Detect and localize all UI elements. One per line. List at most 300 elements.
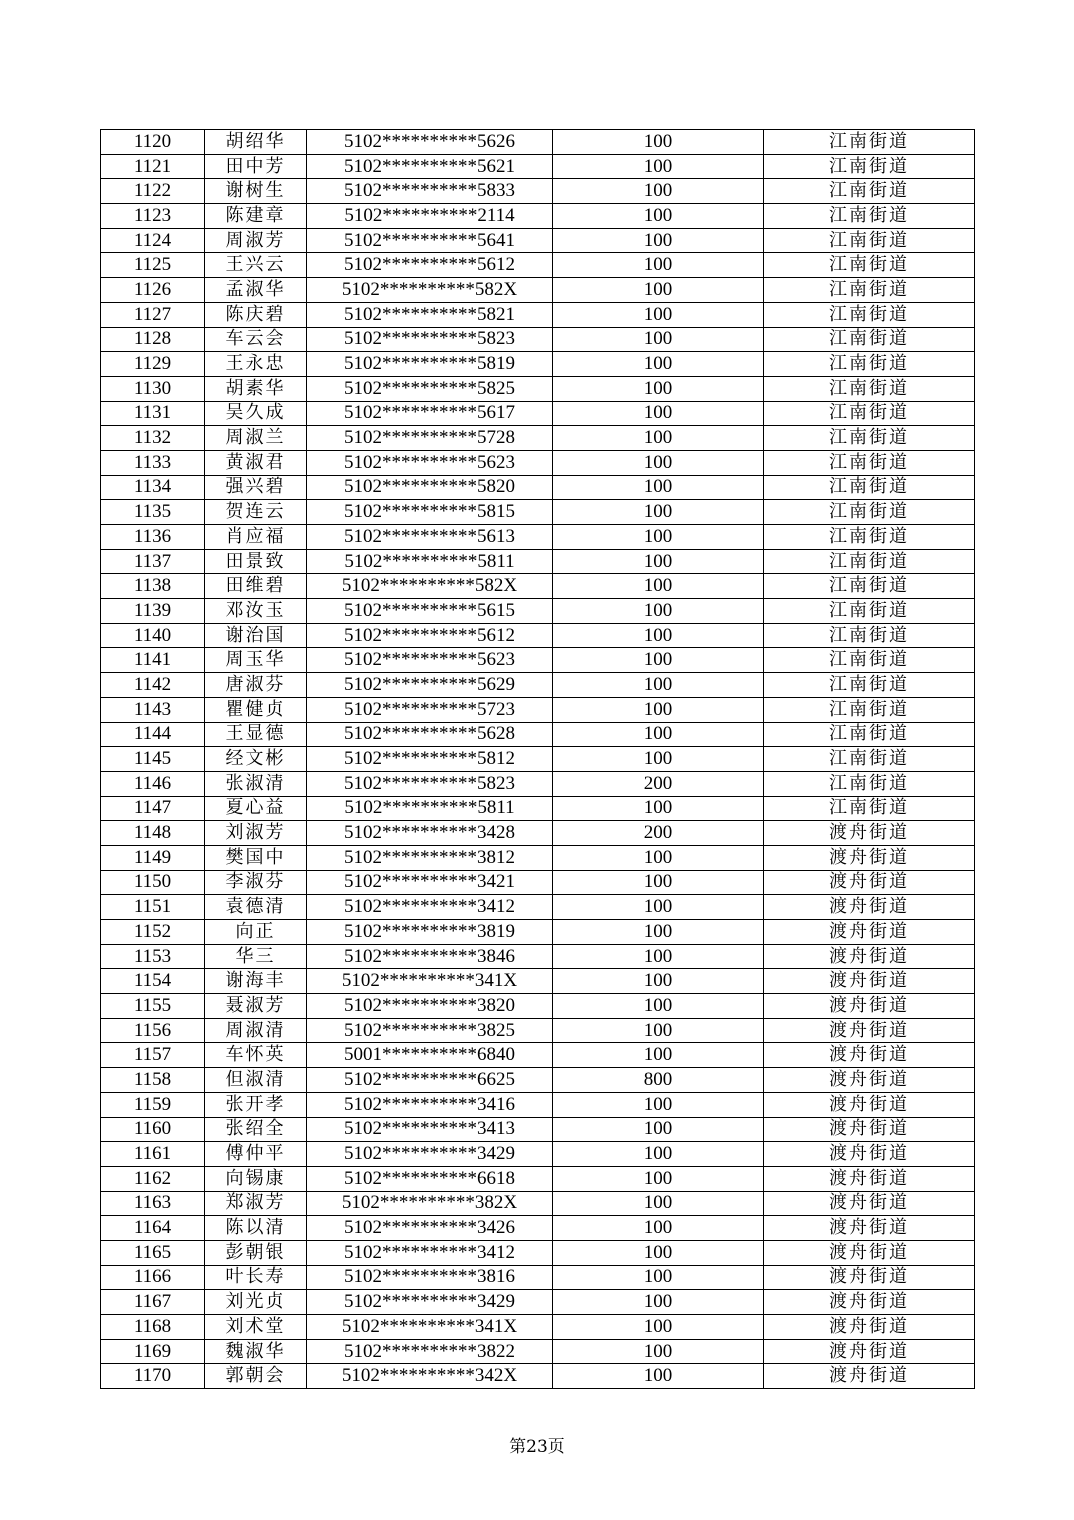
row-number-cell: 1164 <box>101 1216 205 1241</box>
row-number-cell: 1157 <box>101 1043 205 1068</box>
id-number-cell: 5102**********5612 <box>307 623 553 648</box>
amount-cell: 100 <box>553 599 764 624</box>
amount-cell: 100 <box>553 549 764 574</box>
row-number-cell: 1155 <box>101 994 205 1019</box>
table-row <box>101 426 975 451</box>
amount-cell: 800 <box>553 1068 764 1093</box>
amount-cell: 100 <box>553 1290 764 1315</box>
street-name-cell: 江南街道 <box>764 722 975 747</box>
person-name-cell: 向锡康 <box>205 1166 307 1191</box>
street-name-cell: 渡舟街道 <box>764 870 975 895</box>
table-row <box>101 648 975 673</box>
street-name-cell: 渡舟街道 <box>764 895 975 920</box>
table-row <box>101 475 975 500</box>
table-row <box>101 1339 975 1364</box>
row-number-cell: 1158 <box>101 1068 205 1093</box>
row-number-cell: 1165 <box>101 1240 205 1265</box>
amount-cell: 100 <box>553 994 764 1019</box>
table-row <box>101 1092 975 1117</box>
street-name-cell: 江南街道 <box>764 426 975 451</box>
person-name-cell: 王兴云 <box>205 253 307 278</box>
id-number-cell: 5102**********5823 <box>307 327 553 352</box>
id-number-cell: 5102**********5815 <box>307 500 553 525</box>
person-name-cell: 胡素华 <box>205 376 307 401</box>
id-number-cell: 5102**********5615 <box>307 599 553 624</box>
person-name-cell: 经文彬 <box>205 747 307 772</box>
table-row <box>101 920 975 945</box>
id-number-cell: 5102**********5811 <box>307 796 553 821</box>
person-name-cell: 黄淑君 <box>205 450 307 475</box>
id-number-cell: 5102**********5617 <box>307 401 553 426</box>
street-name-cell: 江南街道 <box>764 352 975 377</box>
id-number-cell: 5102**********3819 <box>307 920 553 945</box>
person-name-cell: 车怀英 <box>205 1043 307 1068</box>
person-name-cell: 谢树生 <box>205 179 307 204</box>
street-name-cell: 渡舟街道 <box>764 969 975 994</box>
person-name-cell: 王永忠 <box>205 352 307 377</box>
id-number-cell: 5102**********5723 <box>307 697 553 722</box>
amount-cell: 100 <box>553 648 764 673</box>
amount-cell: 100 <box>553 722 764 747</box>
table-row <box>101 1240 975 1265</box>
row-number-cell: 1156 <box>101 1018 205 1043</box>
table-row <box>101 450 975 475</box>
street-name-cell: 江南街道 <box>764 500 975 525</box>
id-number-cell: 5102**********5628 <box>307 722 553 747</box>
row-number-cell: 1167 <box>101 1290 205 1315</box>
street-name-cell: 渡舟街道 <box>764 1240 975 1265</box>
amount-cell: 100 <box>553 1240 764 1265</box>
table-row <box>101 302 975 327</box>
amount-cell: 100 <box>553 376 764 401</box>
id-number-cell: 5102**********3822 <box>307 1339 553 1364</box>
id-number-cell: 5102**********5833 <box>307 179 553 204</box>
table-row <box>101 722 975 747</box>
row-number-cell: 1138 <box>101 574 205 599</box>
street-name-cell: 江南街道 <box>764 574 975 599</box>
id-number-cell: 5102**********5613 <box>307 525 553 550</box>
person-name-cell: 车云会 <box>205 327 307 352</box>
amount-cell: 100 <box>553 130 764 155</box>
street-name-cell: 江南街道 <box>764 475 975 500</box>
amount-cell: 100 <box>553 845 764 870</box>
row-number-cell: 1140 <box>101 623 205 648</box>
street-name-cell: 江南街道 <box>764 154 975 179</box>
street-name-cell: 江南街道 <box>764 796 975 821</box>
table-row <box>101 994 975 1019</box>
id-number-cell: 5102**********342X <box>307 1364 553 1389</box>
id-number-cell: 5102**********5823 <box>307 771 553 796</box>
id-number-cell: 5102**********582X <box>307 574 553 599</box>
table-row <box>101 845 975 870</box>
page-number: 第23页 <box>509 1437 565 1457</box>
table-row <box>101 771 975 796</box>
id-number-cell: 5102**********5612 <box>307 253 553 278</box>
table-row <box>101 574 975 599</box>
street-name-cell: 江南街道 <box>764 747 975 772</box>
amount-cell: 100 <box>553 352 764 377</box>
person-name-cell: 王显德 <box>205 722 307 747</box>
table-row <box>101 154 975 179</box>
street-name-cell: 江南街道 <box>764 376 975 401</box>
street-name-cell: 江南街道 <box>764 648 975 673</box>
amount-cell: 100 <box>553 623 764 648</box>
amount-cell: 100 <box>553 426 764 451</box>
row-number-cell: 1125 <box>101 253 205 278</box>
amount-cell: 100 <box>553 969 764 994</box>
row-number-cell: 1128 <box>101 327 205 352</box>
street-name-cell: 渡舟街道 <box>764 1191 975 1216</box>
table-row <box>101 130 975 155</box>
table-row <box>101 1216 975 1241</box>
row-number-cell: 1149 <box>101 845 205 870</box>
row-number-cell: 1148 <box>101 821 205 846</box>
amount-cell: 100 <box>553 278 764 303</box>
amount-cell: 100 <box>553 525 764 550</box>
street-name-cell: 江南街道 <box>764 623 975 648</box>
id-number-cell: 5102**********3416 <box>307 1092 553 1117</box>
table-row <box>101 1265 975 1290</box>
person-name-cell: 但淑清 <box>205 1068 307 1093</box>
street-name-cell: 江南街道 <box>764 179 975 204</box>
id-number-cell: 5001**********6840 <box>307 1043 553 1068</box>
amount-cell: 100 <box>553 204 764 229</box>
amount-cell: 100 <box>553 1117 764 1142</box>
amount-cell: 100 <box>553 1191 764 1216</box>
row-number-cell: 1151 <box>101 895 205 920</box>
id-number-cell: 5102**********3413 <box>307 1117 553 1142</box>
id-number-cell: 5102**********5728 <box>307 426 553 451</box>
table-row <box>101 352 975 377</box>
street-name-cell: 江南街道 <box>764 599 975 624</box>
street-name-cell: 渡舟街道 <box>764 1265 975 1290</box>
row-number-cell: 1153 <box>101 944 205 969</box>
person-name-cell: 邓汝玉 <box>205 599 307 624</box>
amount-cell: 100 <box>553 1018 764 1043</box>
person-name-cell: 周玉华 <box>205 648 307 673</box>
id-number-cell: 5102**********5623 <box>307 450 553 475</box>
street-name-cell: 江南街道 <box>764 327 975 352</box>
id-number-cell: 5102**********5812 <box>307 747 553 772</box>
street-name-cell: 渡舟街道 <box>764 845 975 870</box>
person-name-cell: 周淑兰 <box>205 426 307 451</box>
amount-cell: 100 <box>553 500 764 525</box>
person-name-cell: 叶长寿 <box>205 1265 307 1290</box>
person-name-cell: 刘术堂 <box>205 1315 307 1340</box>
person-name-cell: 聂淑芳 <box>205 994 307 1019</box>
table-row <box>101 1018 975 1043</box>
row-number-cell: 1166 <box>101 1265 205 1290</box>
row-number-cell: 1154 <box>101 969 205 994</box>
row-number-cell: 1160 <box>101 1117 205 1142</box>
table-row <box>101 821 975 846</box>
row-number-cell: 1146 <box>101 771 205 796</box>
amount-cell: 100 <box>553 673 764 698</box>
row-number-cell: 1169 <box>101 1339 205 1364</box>
row-number-cell: 1145 <box>101 747 205 772</box>
person-name-cell: 刘光贞 <box>205 1290 307 1315</box>
records-table <box>100 129 975 1389</box>
person-name-cell: 瞿健贞 <box>205 697 307 722</box>
table-row <box>101 327 975 352</box>
amount-cell: 200 <box>553 821 764 846</box>
table-row <box>101 1043 975 1068</box>
row-number-cell: 1144 <box>101 722 205 747</box>
amount-cell: 100 <box>553 253 764 278</box>
id-number-cell: 5102**********3426 <box>307 1216 553 1241</box>
table-row <box>101 1068 975 1093</box>
street-name-cell: 渡舟街道 <box>764 920 975 945</box>
id-number-cell: 5102**********341X <box>307 1315 553 1340</box>
row-number-cell: 1135 <box>101 500 205 525</box>
id-number-cell: 5102**********5819 <box>307 352 553 377</box>
id-number-cell: 5102**********3421 <box>307 870 553 895</box>
id-number-cell: 5102**********3412 <box>307 895 553 920</box>
person-name-cell: 唐淑芬 <box>205 673 307 698</box>
table-row <box>101 549 975 574</box>
table-row <box>101 870 975 895</box>
id-number-cell: 5102**********5623 <box>307 648 553 673</box>
person-name-cell: 魏淑华 <box>205 1339 307 1364</box>
amount-cell: 100 <box>553 747 764 772</box>
amount-cell: 100 <box>553 1092 764 1117</box>
street-name-cell: 江南街道 <box>764 525 975 550</box>
person-name-cell: 张开孝 <box>205 1092 307 1117</box>
person-name-cell: 刘淑芳 <box>205 821 307 846</box>
row-number-cell: 1124 <box>101 228 205 253</box>
id-number-cell: 5102**********6625 <box>307 1068 553 1093</box>
id-number-cell: 5102**********5641 <box>307 228 553 253</box>
id-number-cell: 5102**********3820 <box>307 994 553 1019</box>
amount-cell: 100 <box>553 302 764 327</box>
table-row <box>101 228 975 253</box>
row-number-cell: 1159 <box>101 1092 205 1117</box>
person-name-cell: 陈庆碧 <box>205 302 307 327</box>
records-table-body <box>101 130 975 1389</box>
id-number-cell: 5102**********5825 <box>307 376 553 401</box>
person-name-cell: 谢海丰 <box>205 969 307 994</box>
id-number-cell: 5102**********3816 <box>307 1265 553 1290</box>
row-number-cell: 1161 <box>101 1142 205 1167</box>
row-number-cell: 1136 <box>101 525 205 550</box>
amount-cell: 100 <box>553 895 764 920</box>
person-name-cell: 李淑芬 <box>205 870 307 895</box>
amount-cell: 100 <box>553 1216 764 1241</box>
amount-cell: 100 <box>553 154 764 179</box>
row-number-cell: 1126 <box>101 278 205 303</box>
table-row <box>101 747 975 772</box>
id-number-cell: 5102**********5621 <box>307 154 553 179</box>
street-name-cell: 渡舟街道 <box>764 1142 975 1167</box>
person-name-cell: 肖应福 <box>205 525 307 550</box>
person-name-cell: 张绍全 <box>205 1117 307 1142</box>
table-row <box>101 179 975 204</box>
id-number-cell: 5102**********5821 <box>307 302 553 327</box>
amount-cell: 100 <box>553 1043 764 1068</box>
table-row <box>101 401 975 426</box>
person-name-cell: 彭朝银 <box>205 1240 307 1265</box>
id-number-cell: 5102**********3846 <box>307 944 553 969</box>
street-name-cell: 渡舟街道 <box>764 1364 975 1389</box>
id-number-cell: 5102**********341X <box>307 969 553 994</box>
table-row <box>101 1117 975 1142</box>
street-name-cell: 江南街道 <box>764 697 975 722</box>
table-row <box>101 623 975 648</box>
person-name-cell: 郭朝会 <box>205 1364 307 1389</box>
person-name-cell: 向正 <box>205 920 307 945</box>
table-row <box>101 204 975 229</box>
table-row <box>101 1142 975 1167</box>
street-name-cell: 渡舟街道 <box>764 1339 975 1364</box>
amount-cell: 100 <box>553 1364 764 1389</box>
id-number-cell: 5102**********382X <box>307 1191 553 1216</box>
street-name-cell: 渡舟街道 <box>764 1092 975 1117</box>
table-row <box>101 944 975 969</box>
row-number-cell: 1122 <box>101 179 205 204</box>
street-name-cell: 渡舟街道 <box>764 821 975 846</box>
street-name-cell: 江南街道 <box>764 302 975 327</box>
street-name-cell: 渡舟街道 <box>764 1043 975 1068</box>
table-row <box>101 969 975 994</box>
row-number-cell: 1129 <box>101 352 205 377</box>
row-number-cell: 1133 <box>101 450 205 475</box>
street-name-cell: 江南街道 <box>764 673 975 698</box>
id-number-cell: 5102**********5811 <box>307 549 553 574</box>
table-row <box>101 895 975 920</box>
row-number-cell: 1134 <box>101 475 205 500</box>
street-name-cell: 江南街道 <box>764 450 975 475</box>
street-name-cell: 江南街道 <box>764 130 975 155</box>
row-number-cell: 1139 <box>101 599 205 624</box>
id-number-cell: 5102**********3428 <box>307 821 553 846</box>
person-name-cell: 田维碧 <box>205 574 307 599</box>
row-number-cell: 1132 <box>101 426 205 451</box>
table-row <box>101 376 975 401</box>
street-name-cell: 江南街道 <box>764 401 975 426</box>
row-number-cell: 1130 <box>101 376 205 401</box>
id-number-cell: 5102**********582X <box>307 278 553 303</box>
table-row <box>101 697 975 722</box>
person-name-cell: 贺连云 <box>205 500 307 525</box>
person-name-cell: 田中芳 <box>205 154 307 179</box>
id-number-cell: 5102**********6618 <box>307 1166 553 1191</box>
street-name-cell: 江南街道 <box>764 253 975 278</box>
id-number-cell: 5102**********3412 <box>307 1240 553 1265</box>
person-name-cell: 陈建章 <box>205 204 307 229</box>
row-number-cell: 1123 <box>101 204 205 229</box>
street-name-cell: 渡舟街道 <box>764 1216 975 1241</box>
person-name-cell: 郑淑芳 <box>205 1191 307 1216</box>
table-row <box>101 599 975 624</box>
amount-cell: 100 <box>553 1315 764 1340</box>
person-name-cell: 孟淑华 <box>205 278 307 303</box>
id-number-cell: 5102**********5629 <box>307 673 553 698</box>
person-name-cell: 陈以清 <box>205 1216 307 1241</box>
id-number-cell: 5102**********3812 <box>307 845 553 870</box>
amount-cell: 100 <box>553 450 764 475</box>
person-name-cell: 傅仲平 <box>205 1142 307 1167</box>
amount-cell: 100 <box>553 870 764 895</box>
person-name-cell: 袁德清 <box>205 895 307 920</box>
amount-cell: 100 <box>553 327 764 352</box>
amount-cell: 100 <box>553 179 764 204</box>
street-name-cell: 江南街道 <box>764 771 975 796</box>
row-number-cell: 1141 <box>101 648 205 673</box>
person-name-cell: 谢治国 <box>205 623 307 648</box>
amount-cell: 100 <box>553 1339 764 1364</box>
amount-cell: 100 <box>553 574 764 599</box>
table-row <box>101 525 975 550</box>
amount-cell: 100 <box>553 920 764 945</box>
id-number-cell: 5102**********5626 <box>307 130 553 155</box>
amount-cell: 100 <box>553 1166 764 1191</box>
person-name-cell: 夏心益 <box>205 796 307 821</box>
table-row <box>101 1315 975 1340</box>
amount-cell: 200 <box>553 771 764 796</box>
row-number-cell: 1152 <box>101 920 205 945</box>
row-number-cell: 1137 <box>101 549 205 574</box>
street-name-cell: 渡舟街道 <box>764 1166 975 1191</box>
person-name-cell: 胡绍华 <box>205 130 307 155</box>
id-number-cell: 5102**********2114 <box>307 204 553 229</box>
amount-cell: 100 <box>553 1142 764 1167</box>
amount-cell: 100 <box>553 228 764 253</box>
table-row <box>101 673 975 698</box>
row-number-cell: 1170 <box>101 1364 205 1389</box>
id-number-cell: 5102**********5820 <box>307 475 553 500</box>
table-row <box>101 278 975 303</box>
amount-cell: 100 <box>553 401 764 426</box>
street-name-cell: 江南街道 <box>764 204 975 229</box>
id-number-cell: 5102**********3429 <box>307 1290 553 1315</box>
row-number-cell: 1168 <box>101 1315 205 1340</box>
table-row <box>101 253 975 278</box>
row-number-cell: 1150 <box>101 870 205 895</box>
id-number-cell: 5102**********3825 <box>307 1018 553 1043</box>
table-row <box>101 796 975 821</box>
person-name-cell: 周淑清 <box>205 1018 307 1043</box>
person-name-cell: 樊国中 <box>205 845 307 870</box>
street-name-cell: 渡舟街道 <box>764 1117 975 1142</box>
row-number-cell: 1120 <box>101 130 205 155</box>
street-name-cell: 江南街道 <box>764 228 975 253</box>
row-number-cell: 1162 <box>101 1166 205 1191</box>
street-name-cell: 渡舟街道 <box>764 1068 975 1093</box>
table-row <box>101 1290 975 1315</box>
street-name-cell: 渡舟街道 <box>764 1018 975 1043</box>
person-name-cell: 华三 <box>205 944 307 969</box>
amount-cell: 100 <box>553 475 764 500</box>
person-name-cell: 强兴碧 <box>205 475 307 500</box>
table-row <box>101 1166 975 1191</box>
id-number-cell: 5102**********3429 <box>307 1142 553 1167</box>
row-number-cell: 1131 <box>101 401 205 426</box>
person-name-cell: 周淑芳 <box>205 228 307 253</box>
person-name-cell: 田景致 <box>205 549 307 574</box>
person-name-cell: 张淑清 <box>205 771 307 796</box>
row-number-cell: 1163 <box>101 1191 205 1216</box>
person-name-cell: 吴久成 <box>205 401 307 426</box>
street-name-cell: 渡舟街道 <box>764 994 975 1019</box>
row-number-cell: 1143 <box>101 697 205 722</box>
amount-cell: 100 <box>553 944 764 969</box>
street-name-cell: 江南街道 <box>764 549 975 574</box>
table-row <box>101 500 975 525</box>
row-number-cell: 1142 <box>101 673 205 698</box>
amount-cell: 100 <box>553 796 764 821</box>
table-row <box>101 1191 975 1216</box>
amount-cell: 100 <box>553 1265 764 1290</box>
